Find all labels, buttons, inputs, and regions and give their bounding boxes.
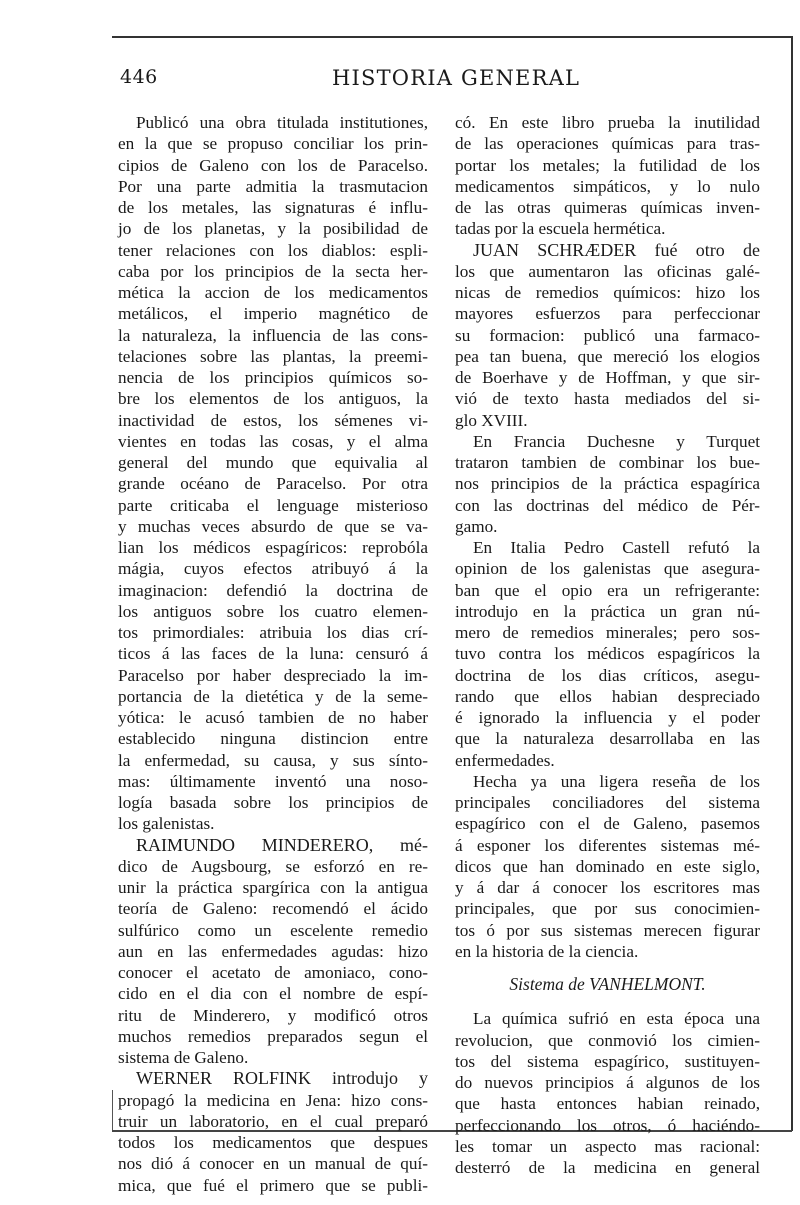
text-line: que la naturaleza desarrollaba en las (455, 729, 760, 749)
text-line: ticos á las faces de la luna: censuró á (118, 644, 428, 664)
text-line: imaginacion: defendió la doctrina de (118, 580, 428, 600)
text-line: La química sufrió en esta época una (473, 1009, 760, 1029)
text-line: Paracelso por haber despreciado la im- (118, 665, 428, 685)
text-line: inactividad de estos, los sémenes vi- (118, 410, 428, 430)
text-line: la naturaleza, la influencia de las cons- (118, 325, 428, 345)
text-line: medicamentos simpáticos, y lo nulo (455, 176, 760, 196)
text-line: mayores esfuerzos para perfeccionar (455, 304, 760, 324)
text-line: nicas de remedios químicos: hizo los (455, 283, 760, 302)
text-line: logía basada sobre los principios de (118, 793, 428, 812)
text-line: espagírico con el de Galeno, pasemos (455, 814, 760, 834)
text-line: glo XVIII. (455, 410, 528, 430)
text-line: dicos que han dominado en este siglo, (455, 856, 760, 876)
text-line: tos primordiales: atribuia los dias crí- (118, 623, 428, 642)
text-line: En Italia Pedro Castell refutó la (473, 538, 760, 557)
text-line: los que aumentaron las oficinas galé- (455, 261, 760, 281)
text-line: do nuevos principios á algunos de los (455, 1073, 760, 1092)
text-line: portar los metales; la futilidad de los (455, 155, 760, 175)
text-line: todos los medicamentos que despues (118, 1133, 428, 1152)
text-line: có. En este libro prueba la inutilidad (455, 113, 760, 132)
text-line: con las doctrinas del médico de Pér- (455, 495, 760, 515)
text-line: Por una parte admitia la trasmutacion (118, 176, 428, 196)
text-line: mero de remedios minerales; pero sos- (455, 623, 760, 642)
page-header-title: HISTORIA GENERAL (332, 66, 581, 90)
text-line: tos del sistema espagírico, sustituyen- (455, 1051, 760, 1071)
text-line: yótica: le acusó tambien de no haber (118, 708, 428, 727)
text-line: JUAN SCHRÆDER fué otro de (473, 239, 760, 260)
text-line: grande océano de Paracelso. Por otra (118, 474, 428, 494)
text-line: conocer el acetato de amoniaco, cono- (118, 963, 428, 982)
text-line: les tomar un aspecto mas racional: (455, 1136, 760, 1156)
left-text-column (118, 112, 428, 1196)
text-line: En Francia Duchesne y Turquet (473, 431, 760, 451)
text-line: doctrina de los dias críticos, asegu- (455, 665, 760, 685)
text-line: establecido ninguna distincion entre (118, 729, 428, 749)
text-line: nencia de los principios químicos so- (118, 368, 428, 387)
text-line: tuvo contra los médicos espagíricos la (455, 644, 760, 664)
text-line: tadas por la escuela hermética. (455, 219, 666, 239)
text-line: truir un laboratorio, en el cual preparó (118, 1111, 428, 1131)
text-line: perfeccionando los otros, ó haciéndo- (455, 1115, 760, 1135)
text-line: principales conciliadores del sistema (455, 793, 760, 812)
text-line: que hasta entonces habian reinado, (455, 1094, 760, 1114)
running-head (120, 66, 760, 96)
text-line: sulfúrico como un escelente remedio (118, 920, 428, 940)
text-line: mica, que fué el primero que se publi- (118, 1175, 428, 1195)
text-line: los antiguos sobre los cuatro elemen- (118, 601, 428, 621)
text-line: rando que ellos habian despreciado (455, 686, 760, 706)
text-line: nos dió á conocer en un manual de quí- (118, 1154, 428, 1174)
text-line: nos principios de la práctica espagírica (455, 474, 760, 494)
text-line: lian los médicos espagíricos: reprobóla (118, 538, 428, 557)
page-number: 446 (120, 66, 158, 88)
text-line: metálicos, el imperio magnético de (118, 304, 428, 324)
text-line: muchos remedios preparados segun el (118, 1026, 428, 1046)
text-line: enfermedades. (455, 750, 555, 770)
text-line: desterró de la medicina en general (455, 1158, 760, 1177)
text-line: ban que el opio era un refrigerante: (455, 580, 760, 600)
text-line: de los metales, las signaturas é influ- (118, 198, 428, 217)
text-line: principales, que por sus conocimien- (455, 899, 760, 919)
section-title: Sistema de VANHELMONT. (509, 974, 706, 994)
text-line: aun en las enfermedades agudas: hizo (118, 941, 428, 961)
text-line: bre los elementos de los antiguos, la (118, 389, 428, 409)
text-line: mágia, cuyos efectos atribuyó á la (118, 559, 428, 579)
text-line: cido en el dia con el nombre de espí- (118, 984, 428, 1004)
text-line: teoría de Galeno: recomendó el ácido (118, 899, 428, 919)
text-line: mética la accion de los medicamentos (118, 283, 428, 302)
text-line: unir la práctica spargírica con la antigua (118, 878, 428, 897)
text-line: á esponer los diferentes sistemas mé- (455, 835, 760, 855)
text-line: cipios de Galeno con los de Paracelso. (118, 155, 428, 175)
text-line: en la que se propuso conciliar los prin- (118, 134, 428, 154)
text-line: ritu de Mindererо, y modificó otros (118, 1005, 428, 1025)
right-border-rule (791, 36, 793, 1131)
text-line: de las operaciones químicas para tras- (455, 134, 760, 154)
text-line: caba por los principios de la secta her- (118, 261, 428, 281)
text-line: é ignorado la influencia y el poder (455, 708, 760, 727)
top-border-rule (112, 36, 792, 38)
text-line: telaciones sobre las plantas, la preemi- (118, 346, 428, 366)
text-line: WERNER ROLFINK introdujo y (136, 1068, 428, 1089)
text-line: trataron tambien de combinar los bue- (455, 453, 760, 472)
text-line: y á dar á conocer los escritores mas (455, 878, 760, 897)
text-line: la enfermedad, su causa, y sus sínto- (118, 750, 428, 770)
text-line: parte criticaba el lenguage misterioso (118, 495, 428, 515)
text-line: Hecha ya una ligera reseña de los (473, 771, 760, 791)
text-line: propagó la medicina en Jena: hizo cons- (118, 1090, 428, 1110)
text-line: en la historia de la ciencia. (455, 941, 639, 961)
text-line: vió de texto hasta mediados del si- (455, 389, 760, 409)
text-line: pea tan buena, que mereció los elogios (455, 346, 760, 366)
text-line: portancia de la dietética y de la seme- (118, 686, 428, 706)
text-line: su formacion: publicó una farmaco- (455, 325, 760, 345)
text-line: de Boerhave y de Hoffman, y que sir- (455, 368, 760, 387)
text-line: introdujo en la práctica un gran nú- (455, 601, 760, 621)
text-line: jo de los planetas, y la posibilidad de (118, 219, 428, 239)
text-line: los galenistas. (118, 814, 215, 834)
text-line: vientes en todas las cosas, y el alma (118, 431, 428, 451)
text-line: revolucion, que conmovió los cimien- (455, 1030, 760, 1050)
text-line: gamo. (455, 516, 498, 536)
left-edge-mark (112, 1090, 113, 1130)
text-line: opinion de los galenistas que asegura- (455, 559, 760, 579)
text-line: Publicó una obra titulada institutiones, (136, 113, 428, 132)
right-text-column (455, 112, 760, 1178)
text-line: dico de Augsbourg, se esforzó en re- (118, 856, 428, 876)
text-line: y muchas veces absurdo de que se va- (118, 516, 428, 536)
text-line: general del mundo que equivalia al (118, 453, 428, 472)
text-line: tos ó por sus sistemas merecen figurar (455, 920, 760, 940)
text-line: sistema de Galeno. (118, 1048, 249, 1067)
text-line: RAIMUNDO MINDERERO, mé- (136, 834, 428, 855)
text-line: tener relaciones con los diablos: espli- (118, 240, 428, 260)
text-line: mas: últimamente inventó una noso- (118, 771, 428, 791)
text-line: de las otras quimeras químicas inven- (455, 198, 760, 217)
